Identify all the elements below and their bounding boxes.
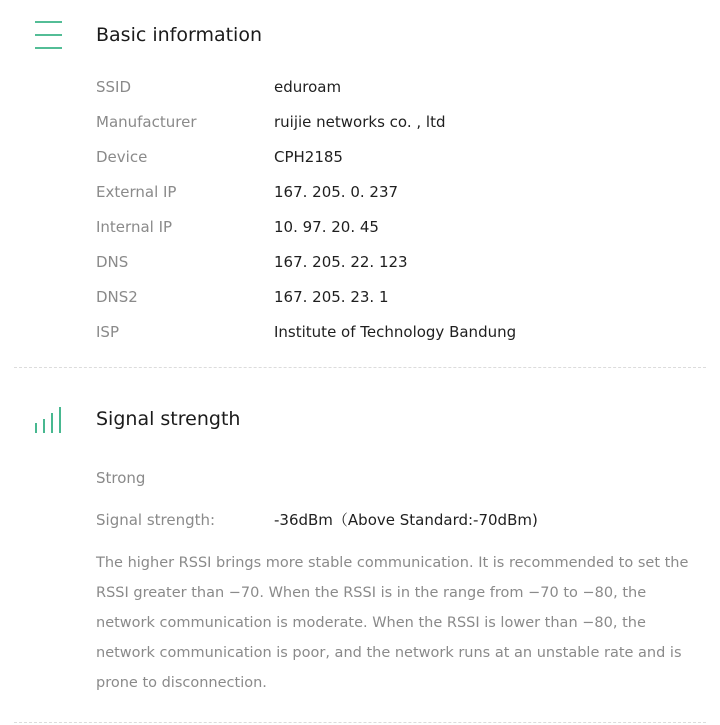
info-row-dns2 xyxy=(0,280,720,315)
info-label: ISP xyxy=(96,323,119,341)
signal-strength-value: -36dBm（Above Standard:-70dBm) xyxy=(274,511,538,529)
info-row-dns xyxy=(0,245,720,280)
section-divider xyxy=(14,367,706,368)
info-value: ruijie networks co. , ltd xyxy=(274,113,446,131)
info-label: Device xyxy=(96,148,148,166)
info-label: SSID xyxy=(96,78,132,96)
info-value: CPH2185 xyxy=(274,148,343,166)
info-row-external-ip xyxy=(0,175,720,210)
info-row-internal-ip xyxy=(0,210,720,245)
info-row-isp xyxy=(0,315,720,350)
info-value: eduroam xyxy=(274,78,342,96)
info-label: External IP xyxy=(96,183,177,201)
signal-strength-label: Signal strength: xyxy=(96,511,216,529)
signal-bars-icon xyxy=(34,399,64,439)
basic-info-title: Basic information xyxy=(96,24,262,46)
info-label: DNS xyxy=(96,253,129,271)
info-label: Internal IP xyxy=(96,218,173,236)
signal-strength-title: Signal strength xyxy=(96,408,241,430)
menu-lines-icon xyxy=(34,15,64,55)
info-value: 167. 205. 23. 1 xyxy=(274,288,389,306)
signal-description: The higher RSSI brings more stable communication. It is recommended to set the RSSI greater than −70. When the RSSI is in the range from −70 to −80, the network communication is moderate. When the RSSI is lower than −80, the network communication is poor, and the network runs at an unstable rate and is prone to disconnection. xyxy=(96,555,689,691)
info-value: 167. 205. 22. 123 xyxy=(274,253,408,271)
signal-status: Strong xyxy=(96,469,146,487)
section-divider-bottom xyxy=(14,722,706,723)
basic-info-header xyxy=(0,15,720,55)
info-value: 167. 205. 0. 237 xyxy=(274,183,399,201)
info-value: 10. 97. 20. 45 xyxy=(274,218,379,236)
signal-strength-header xyxy=(0,399,720,439)
info-label: Manufacturer xyxy=(96,113,197,131)
info-row-ssid xyxy=(0,70,720,105)
info-label: DNS2 xyxy=(96,288,138,306)
info-value: Institute of Technology Bandung xyxy=(274,323,517,341)
info-row-manufacturer xyxy=(0,105,720,140)
info-row-device xyxy=(0,140,720,175)
